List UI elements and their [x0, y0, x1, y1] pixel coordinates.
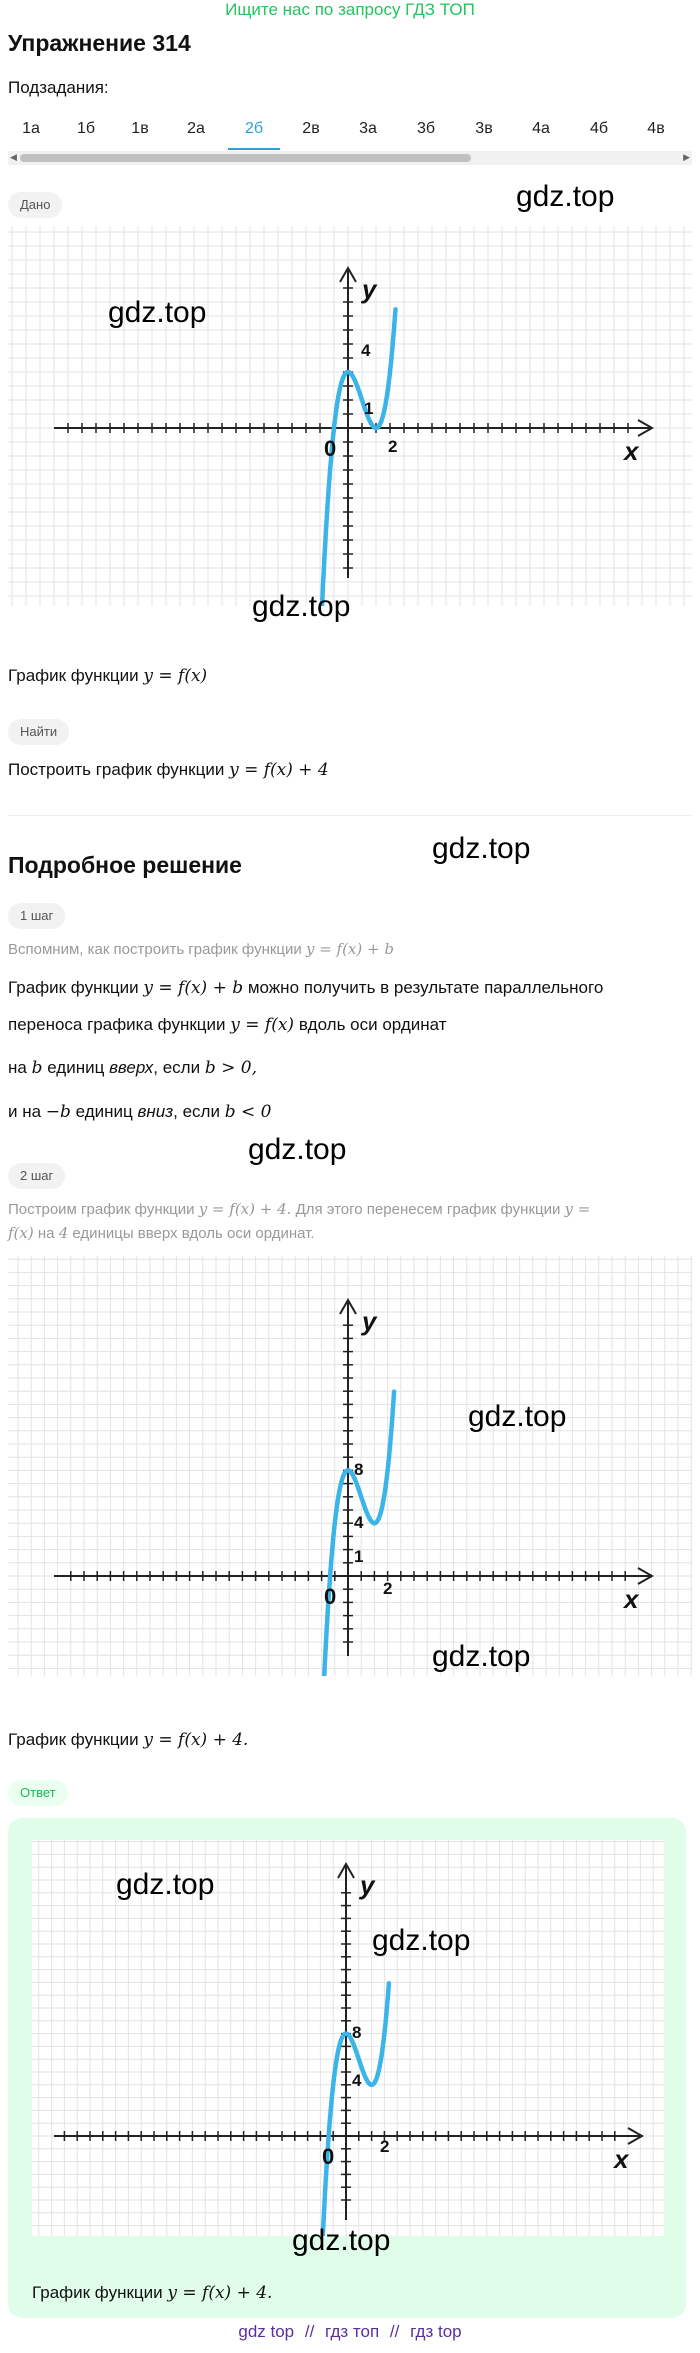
- tab-4v[interactable]: 4в: [647, 120, 665, 137]
- step1-line2: переноса графика функции y = f(x) вдоль оси ординат: [8, 1015, 447, 1035]
- scroll-thumb[interactable]: [20, 154, 471, 162]
- step2-line2: f(x) на 4 единицы вверх вдоль оси ординат.: [8, 1224, 315, 1242]
- tick-label: 8: [352, 2023, 362, 2042]
- tabs-scrollbar[interactable]: [8, 151, 692, 165]
- given-text: График функции y = f(x): [8, 666, 208, 686]
- origin-label: 0: [322, 2144, 335, 2169]
- tab-1b[interactable]: 1б: [76, 120, 96, 137]
- step1-hint: Вспомним, как построить график функции y = f(x) + b: [8, 940, 394, 958]
- y-axis-label: y: [362, 1306, 377, 1336]
- watermark: gdz.top: [432, 832, 531, 865]
- step1-badge: 1 шаг: [8, 903, 65, 929]
- watermark: gdz.top: [116, 1868, 215, 1901]
- step2-graph: [8, 1256, 692, 1676]
- function-curve: [308, 309, 398, 606]
- scroll-left-icon[interactable]: ◀: [10, 152, 17, 162]
- step2-line1: Построим график функции y = f(x) + 4. Для этого перенесем график функции y =: [8, 1200, 591, 1218]
- subtask-tabs: [0, 112, 700, 150]
- step1-line1: График функции y = f(x) + b можно получить в результате параллельного: [8, 978, 604, 998]
- watermark: gdz.top: [248, 1133, 347, 1166]
- origin-label: 0: [324, 436, 337, 461]
- tab-2v[interactable]: 2в: [302, 120, 320, 137]
- given-formula: y = f(x): [143, 666, 208, 686]
- divider: [8, 815, 692, 816]
- tick-label: 4: [354, 1513, 364, 1532]
- step2-result: График функции y = f(x) + 4.: [8, 1730, 249, 1750]
- answer-badge: Ответ: [8, 1780, 68, 1806]
- bottom-link-3[interactable]: гдз top: [410, 2322, 462, 2341]
- y-axis-label: y: [362, 274, 377, 304]
- tick-label: 4: [352, 2071, 362, 2090]
- watermark: gdz.top: [516, 180, 615, 213]
- watermark: gdz.top: [432, 1640, 531, 1673]
- watermark: gdz.top: [252, 590, 351, 623]
- top-search-link[interactable]: Ищите нас по запросу ГДЗ ТОП: [225, 0, 475, 19]
- tab-4a[interactable]: 4а: [532, 120, 550, 137]
- bottom-link-1[interactable]: gdz top: [238, 2322, 295, 2341]
- tab-2a[interactable]: 2а: [187, 120, 205, 137]
- tick-label: 4: [361, 341, 371, 360]
- scroll-right-icon[interactable]: ▶: [683, 152, 690, 162]
- tab-3a[interactable]: 3а: [359, 120, 377, 137]
- tab-1v[interactable]: 1в: [131, 120, 149, 137]
- tab-3b[interactable]: 3б: [416, 120, 436, 137]
- tick-label: 1: [354, 1547, 364, 1566]
- find-badge: Найти: [8, 719, 69, 745]
- subtasks-label: Подзадания:: [8, 78, 109, 97]
- y-axis-label: y: [360, 1870, 375, 1900]
- tab-1a[interactable]: 1а: [22, 120, 40, 137]
- answer-text: График функции y = f(x) + 4.: [32, 2283, 273, 2303]
- origin-label: 0: [324, 1584, 337, 1609]
- tab-4b[interactable]: 4б: [589, 120, 609, 137]
- active-tab-indicator: [228, 148, 280, 150]
- step1-line3: на b единиц вверх, если b > 0,: [8, 1058, 257, 1078]
- watermark: gdz.top: [292, 2224, 391, 2257]
- x-axis-label: x: [624, 1584, 639, 1614]
- function-curve: [312, 1392, 394, 1676]
- solution-title: Подробное решение: [8, 852, 242, 878]
- tick-label: 2: [383, 1579, 393, 1598]
- bottom-links: gdz top // гдз топ // гдз top: [238, 2322, 462, 2341]
- page-title: Упражнение 314: [8, 30, 191, 56]
- find-text: Построить график функции y = f(x) + 4: [8, 760, 329, 780]
- watermark: gdz.top: [468, 1400, 567, 1433]
- tick-label: 8: [354, 1460, 364, 1479]
- given-badge: Дано: [8, 192, 62, 218]
- given-graph: [8, 226, 692, 606]
- tick-label: 2: [380, 2137, 390, 2156]
- tab-3v[interactable]: 3в: [475, 120, 493, 137]
- watermark: gdz.top: [372, 1924, 471, 1957]
- x-axis-label: x: [614, 2144, 629, 2174]
- step1-line4: и на −b единиц вниз, если b < 0: [8, 1102, 272, 1122]
- x-axis-label: x: [624, 436, 639, 466]
- tick-label: 1: [364, 399, 374, 418]
- step2-badge: 2 шаг: [8, 1163, 65, 1189]
- tick-label: 2: [388, 437, 398, 456]
- tab-2b[interactable]: 2б: [244, 120, 264, 137]
- bottom-link-2[interactable]: гдз топ: [325, 2322, 380, 2341]
- find-formula: y = f(x) + 4: [229, 760, 329, 780]
- watermark: gdz.top: [108, 296, 207, 329]
